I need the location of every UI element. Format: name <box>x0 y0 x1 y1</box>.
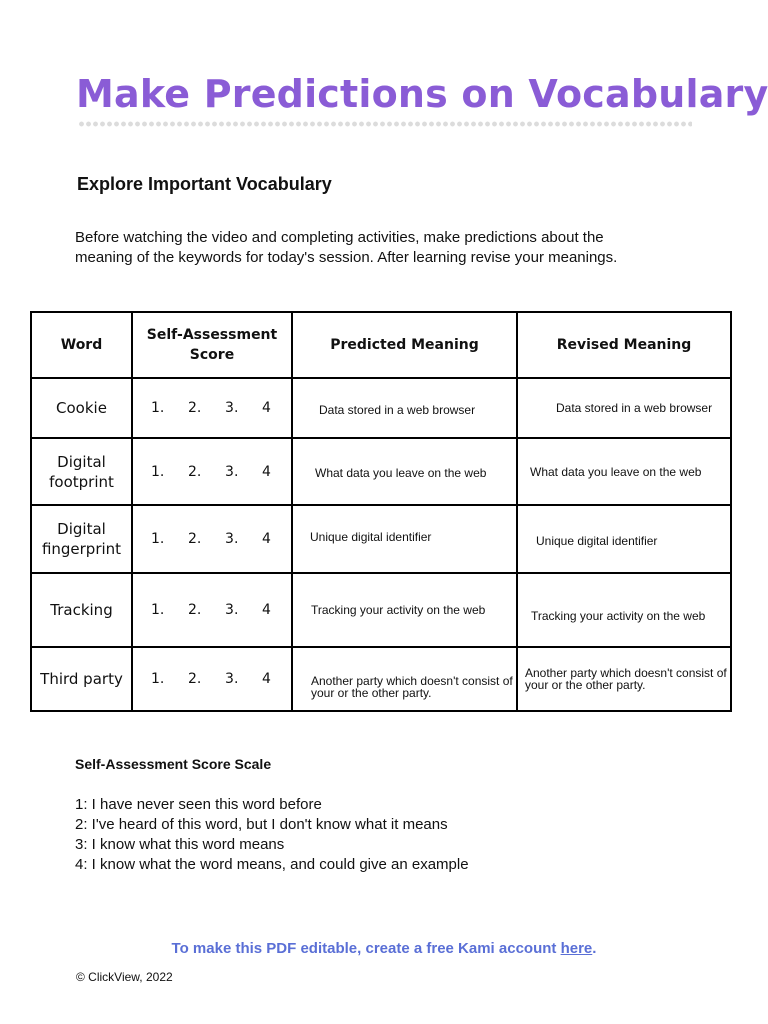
revised-meaning-cell[interactable] <box>517 573 731 647</box>
revised-meaning-cell[interactable] <box>517 647 731 711</box>
revised-meaning-text: Unique digital identifier <box>536 534 658 548</box>
word-cell <box>31 573 132 647</box>
score-option[interactable]: 3. <box>225 400 239 416</box>
word-text: footprint <box>49 472 114 491</box>
scale-item: 3: I know what this word means <box>75 836 285 853</box>
table-row <box>31 378 731 438</box>
predicted-meaning-text: Data stored in a web browser <box>319 403 476 417</box>
score-option[interactable]: 2. <box>188 602 202 618</box>
intro-paragraph <box>75 228 675 268</box>
dotted-divider <box>78 121 692 127</box>
table-header-row <box>31 312 731 378</box>
predicted-meaning-text: Unique digital identifier <box>310 530 432 544</box>
score-option[interactable]: 3. <box>225 463 239 480</box>
header-score-line: Score <box>189 347 235 363</box>
revised-meaning-text: Another party which doesn't consist of your or the other party. <box>525 666 727 692</box>
revised-meaning-cell[interactable] <box>517 378 731 438</box>
section-heading: Explore Important Vocabulary <box>77 174 332 194</box>
table-row <box>31 505 731 573</box>
scale-item: 2: I've heard of this word, but I don't know what it means <box>75 816 448 833</box>
vocabulary-table <box>30 311 732 712</box>
kami-note-text: To make this PDF editable, create a free Kami account <box>171 940 561 957</box>
score-option[interactable]: 4 <box>262 531 271 547</box>
predicted-meaning-cell[interactable] <box>292 378 517 438</box>
word-cell <box>31 438 132 505</box>
score-cell <box>132 438 292 505</box>
revised-meaning-cell[interactable] <box>517 438 731 505</box>
score-option[interactable]: 1. <box>151 531 165 547</box>
score-option[interactable]: 1. <box>151 671 165 687</box>
word-text: fingerprint <box>41 540 122 558</box>
kami-note <box>0 940 768 957</box>
header-revised: Revised Meaning <box>517 312 731 378</box>
score-option[interactable]: 3. <box>225 671 239 687</box>
table-row <box>31 438 731 505</box>
predicted-meaning-cell[interactable] <box>292 505 517 573</box>
predicted-meaning-cell[interactable] <box>292 573 517 647</box>
intro-line: Before watching the video and completing activities, make predictions about the <box>75 229 604 246</box>
table-row <box>31 647 731 711</box>
word-cell <box>31 647 132 711</box>
revised-meaning-text: What data you leave on the web <box>530 464 702 479</box>
score-option[interactable]: 4 <box>262 602 271 618</box>
predicted-meaning-text: Another party which doesn't consist of your or the other party. <box>311 674 513 700</box>
score-option[interactable]: 4 <box>262 671 271 687</box>
word-text: Third party <box>40 670 123 688</box>
score-cell <box>132 647 292 711</box>
intro-line: meaning of the keywords for today's session. After learning revise your meanings. <box>75 249 618 266</box>
score-option[interactable]: 2. <box>188 671 202 687</box>
table-row <box>31 573 731 647</box>
word-text: Digital <box>57 520 106 538</box>
score-option[interactable]: 2. <box>188 531 202 547</box>
predicted-meaning-text: Tracking your activity on the web <box>311 603 486 617</box>
word-text: Cookie <box>56 399 107 417</box>
kami-note-suffix: . <box>592 940 597 957</box>
copyright: © ClickView, 2022 <box>76 970 173 984</box>
score-option[interactable]: 1. <box>151 602 165 618</box>
revised-meaning-text: Tracking your activity on the web <box>531 609 706 623</box>
predicted-meaning-cell[interactable] <box>292 647 517 711</box>
score-cell <box>132 573 292 647</box>
score-option[interactable]: 3. <box>225 531 239 547</box>
word-cell <box>31 505 132 573</box>
score-cell <box>132 505 292 573</box>
scale-heading: Self-Assessment Score Scale <box>75 756 272 772</box>
header-score <box>132 312 292 378</box>
score-option[interactable]: 2. <box>188 463 202 480</box>
word-text: Tracking <box>50 601 113 619</box>
word-cell <box>31 378 132 438</box>
word-text: Digital <box>57 452 106 471</box>
scale-item: 1: I have never seen this word before <box>75 796 322 813</box>
score-option[interactable]: 4 <box>262 400 271 416</box>
revised-meaning-text: Data stored in a web browser <box>556 401 713 415</box>
score-option[interactable]: 4 <box>262 463 271 480</box>
kami-here-link[interactable]: here <box>560 940 593 957</box>
predicted-meaning-text: What data you leave on the web <box>315 465 487 480</box>
header-word: Word <box>31 312 132 378</box>
predicted-meaning-cell[interactable] <box>292 438 517 505</box>
revised-meaning-cell[interactable] <box>517 505 731 573</box>
score-option[interactable]: 2. <box>188 400 202 416</box>
header-score-line: Self-Assessment <box>146 327 278 343</box>
score-option[interactable]: 1. <box>151 400 165 416</box>
scale-list <box>75 795 469 875</box>
scale-item: 4: I know what the word means, and could give an example <box>75 856 469 873</box>
score-option[interactable]: 1. <box>151 463 165 480</box>
page-title: Make Predictions on Vocabulary <box>76 72 768 116</box>
header-predicted: Predicted Meaning <box>292 312 517 378</box>
score-option[interactable]: 3. <box>225 602 239 618</box>
score-cell <box>132 378 292 438</box>
